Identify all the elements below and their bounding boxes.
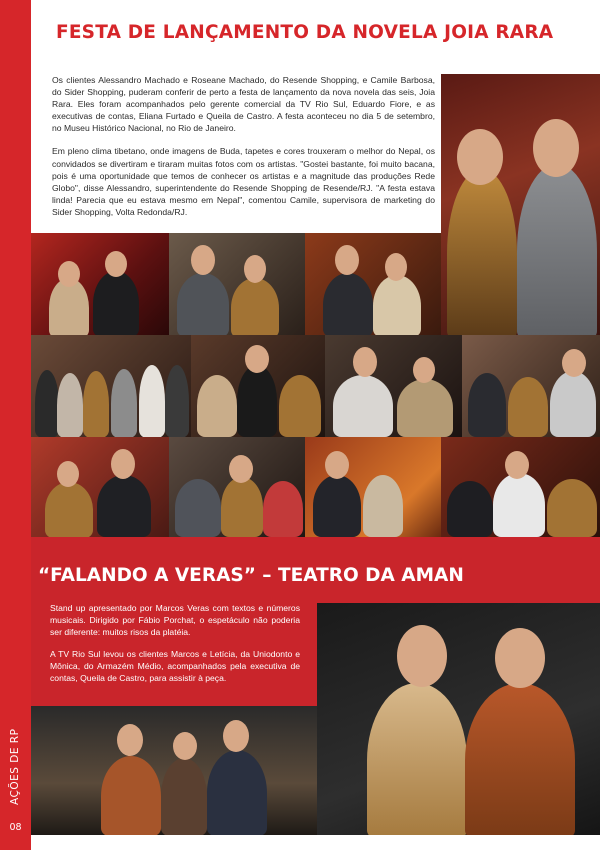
section2-paragraph: A TV Rio Sul levou os clientes Marcos e Letícia, da Uniodonto e Mônica, do Armazém Médio, acompanhados pela executiva de contas, Queila de Castro, para assistir à peça. <box>50 649 300 683</box>
event-photo <box>169 233 305 335</box>
theater-photo-large <box>317 603 600 835</box>
section1-title: FESTA DE LANÇAMENTO DA NOVELA JOIA RARA <box>56 22 554 43</box>
section1-paragraph: Em pleno clima tibetano, onde imagens de Buda, tapetes e cores trouxeram o melhor do Nepal, os convidados se divertiram e tiraram muitas fotos com os artistas. "Gostei bastante, foi muito bacana, pois é uma oportunidade que temos de conhecer os artistas e a magnitude das produções Rede Globo", disse Alessandro, superintendente do Resende Shopping de Resende/RJ. "A festa estava linda! Parecia que eu estava mesmo em Nepal", comentou Camile, supervisora de marketing do Sider Shopping, Volta Redonda/RJ. <box>52 146 435 217</box>
event-photo <box>31 437 169 537</box>
sidebar-strip <box>0 0 31 850</box>
section-label: AÇÕES DE RP <box>9 728 21 806</box>
event-photo <box>325 335 462 437</box>
section2-title: “FALANDO A VERAS” – TEATRO DA AMAN <box>38 565 464 586</box>
event-photo <box>305 437 441 537</box>
section2-article <box>50 603 300 696</box>
section1-paragraph: Os clientes Alessandro Machado e Roseane Machado, do Resende Shopping, e Camile Barbosa, do Sider Shopping, puderam conferir de perto a festa de lançamento da nova novela das seis, Joia Rara. Eles foram acompanhados pelo gerente comercial da TV Rio Sul, Eduardo Fiore, e as executivas de contas, Eliana Furtado e Queila de Castro. A festa aconteceu no dia 5 de setembro, no Museu Histórico Nacional, no Rio de Janeiro. <box>52 75 435 134</box>
event-photo <box>191 335 325 437</box>
theater-photo-small <box>31 706 317 835</box>
event-photo <box>31 335 191 437</box>
event-photo <box>462 335 600 437</box>
event-photo <box>31 233 169 335</box>
bottom-margin <box>31 835 600 850</box>
page-number: 08 <box>9 822 22 833</box>
event-photo <box>305 233 441 335</box>
photo-couple-large <box>441 74 600 336</box>
event-photo <box>169 437 305 537</box>
event-photo <box>441 437 600 537</box>
section2-paragraph: Stand up apresentado por Marcos Veras com textos e números musicais. Dirigido por Fábio Porchat, o espetáculo não poderia ser diferente: muitos risos da platéia. <box>50 603 300 637</box>
section1-article <box>52 74 435 229</box>
